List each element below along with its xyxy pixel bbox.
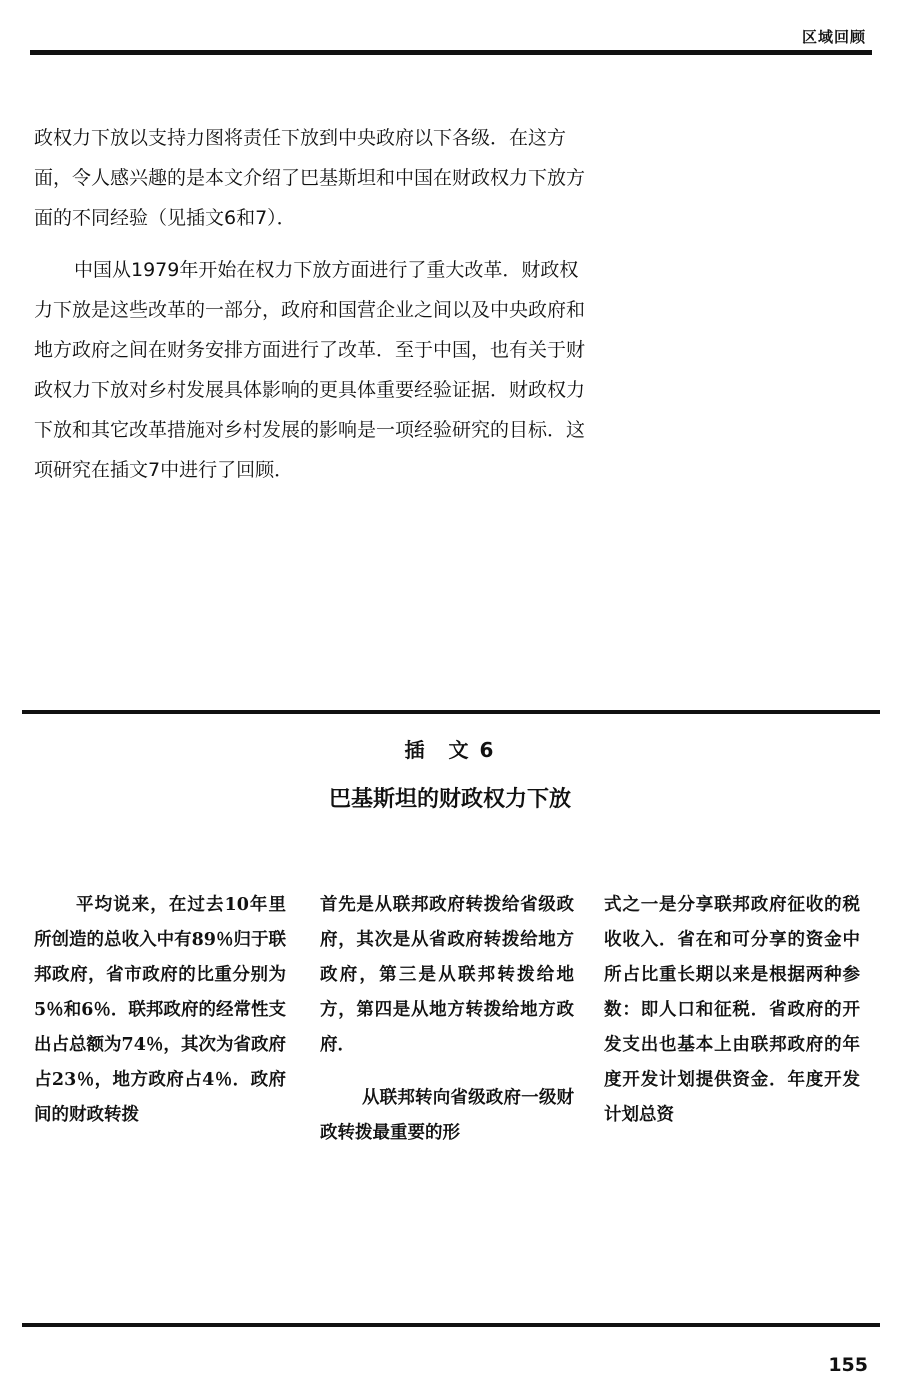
page-number: 155 (828, 1354, 868, 1376)
box-bottom-rule (22, 1323, 880, 1327)
box-paragraph: 式之一是分享联邦政府征收的税收收入．省在和可分享的资金中所占比重长期以来是根据两种参数：即人口和征税．省政府的开发支出也基本上由联邦政府的年度开发计划提供资金．年度开发计划总资 (604, 895, 860, 1125)
box-title: 巴基斯坦的财政权力下放 (328, 787, 571, 812)
box-top-rule (22, 710, 880, 714)
box-column-3 (604, 888, 860, 1133)
main-paragraph: 中国从1979年开始在权力下放方面进行了重大改革．财政权力下放是这些改革的一部分，政府和国营企业之间以及中央政府和地方政府之间在财务安排方面进行了改革．至于中国，也有关于财政权力下放对乡村发展具体影响的更具体重要经验证据．财政权力下放和其它改革措施对乡村发展的影响是一项经验研究的目标．这项研究在插文7中进行了回顾． (34, 259, 586, 481)
box-paragraph: 从联邦转向省级政府一级财政转拨最重要的形 (320, 1088, 574, 1143)
box-column-1 (34, 888, 286, 1133)
main-text (34, 118, 594, 490)
header-rule (30, 50, 872, 55)
main-paragraph: 政权力下放以支持力图将责任下放到中央政府以下各级．在这方面，令人感兴趣的是本文介绍了巴基斯坦和中国在财政权力下放方面的不同经验（见插文6和7）． (34, 127, 586, 229)
running-header: 区域回顾 (801, 28, 866, 46)
box-column-2 (320, 888, 574, 1151)
box-paragraph: 平均说来，在过去10年里所创造的总收入中有89％归于联邦政府，省市政府的比重分别为5％和6％．联邦政府的经常性支出占总额为74％，其次为省政府占23％，地方政府占4％．政府间的财政转拨 (34, 895, 286, 1125)
box-paragraph: 首先是从联邦政府转拨给省级政府，其次是从省政府转拨给地方政府，第三是从联邦转拨给地方，第四是从地方转拨给地方政府． (320, 895, 574, 1055)
box-label: 插 文 6 (404, 738, 496, 762)
